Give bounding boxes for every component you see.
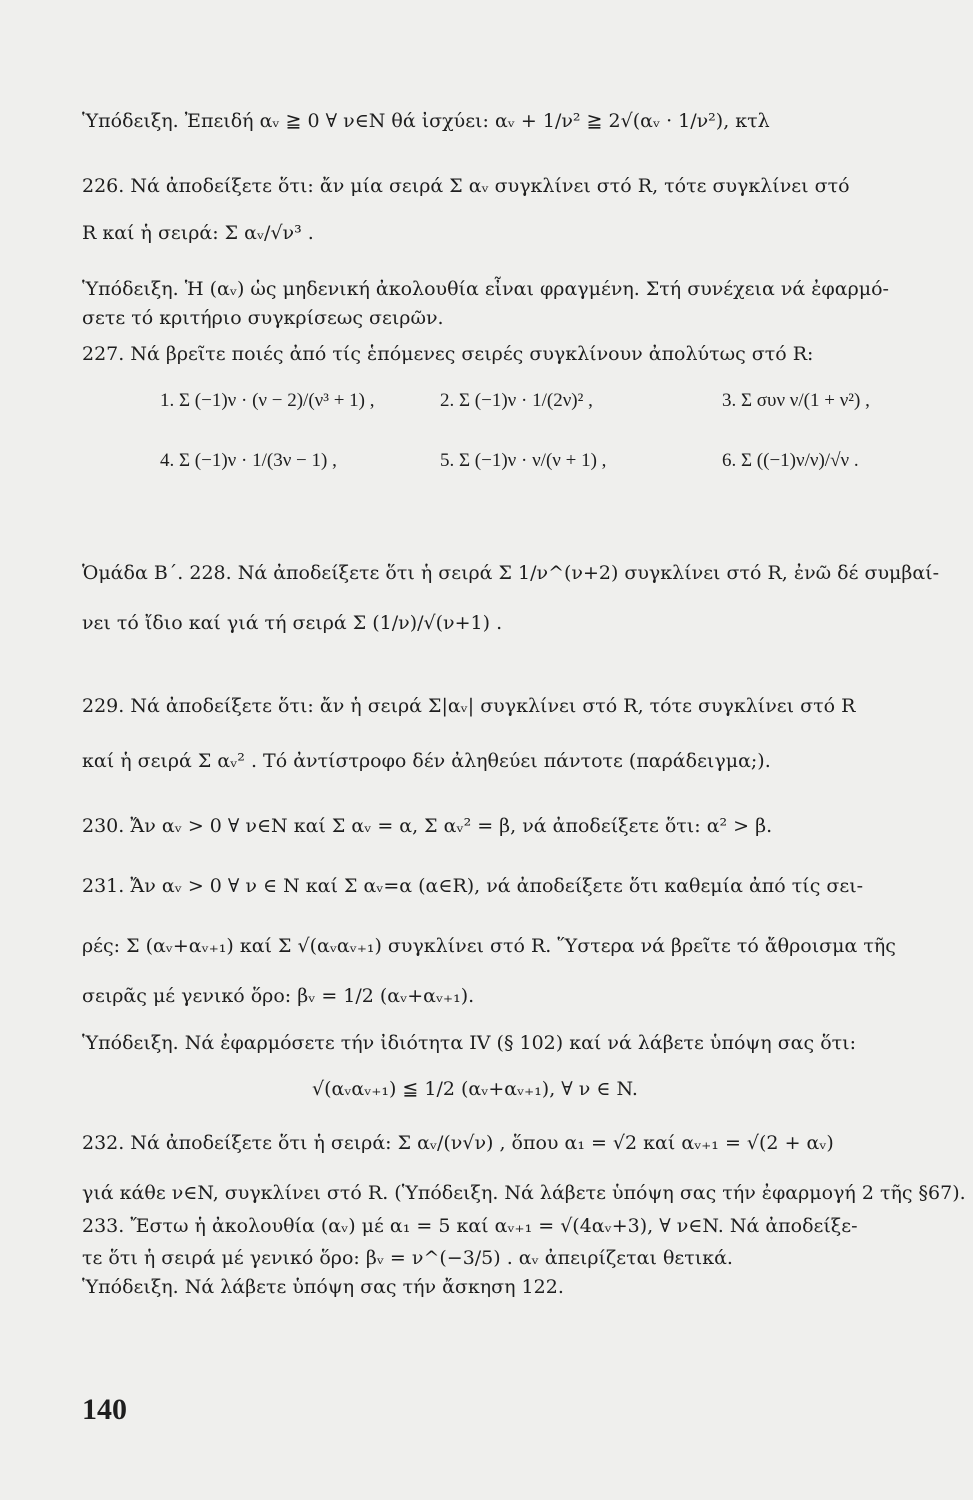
exercise-230: 230. Ἄν αᵥ > 0 ∀ ν∈N καί Σ αᵥ = α, Σ αᵥ² = β, νά ἀποδείξετε ὅτι: α² > β. (82, 815, 773, 837)
series-5: 5. Σ (−1)ν · ν/(ν + 1) , (440, 450, 607, 471)
hint-225: Ὑπόδειξη. Ἐπειδή αᵥ ≧ 0 ∀ ν∈N θά ἰσχύει: αᵥ + 1/ν² ≧ 2√(αᵥ · 1/ν²), κτλ (82, 110, 770, 132)
exercise-232: 232. Νά ἀποδείξετε ὅτι ἡ σειρά: Σ αᵥ/(ν√ν) , ὅπου α₁ = √2 καί αᵥ₊₁ = √(2 + αᵥ) (82, 1132, 834, 1154)
series-1: 1. Σ (−1)ν · (ν − 2)/(ν³ + 1) , (160, 390, 375, 411)
exercise-232-cont: γιά κάθε ν∈N, συγκλίνει στό R. (Ὑπόδειξη. Νά λάβετε ὑπόψη σας τήν ἐφαρμογή 2 τῆς §67). (82, 1182, 966, 1204)
series-3: 3. Σ συν ν/(1 + ν²) , (722, 390, 870, 411)
exercise-233-cont: τε ὅτι ἡ σειρά μέ γενικό ὅρο: βᵥ = ν^(−3/5) . αᵥ ἀπειρίζεται θετικά. (82, 1247, 733, 1269)
hint-231-inequality: √(αᵥαᵥ₊₁) ≦ 1/2 (αᵥ+αᵥ₊₁), ∀ ν ∈ N. (312, 1078, 638, 1100)
series-6: 6. Σ ((−1)ν/ν)/√ν . (722, 450, 859, 471)
exercise-226: 226. Νά ἀποδείξετε ὅτι: ἄν μία σειρά Σ αᵥ συγκλίνει στό R, τότε συγκλίνει στό (82, 175, 850, 197)
exercise-231: 231. Ἄν αᵥ > 0 ∀ ν ∈ N καί Σ αᵥ=α (α∈R), νά ἀποδείξετε ὅτι καθεμία ἀπό τίς σει- (82, 875, 864, 897)
exercise-228-cont: νει τό ἴδιο καί γιά τή σειρά Σ (1/ν)/√(ν+1) . (82, 612, 503, 634)
exercise-228: Ὁμάδα Β΄. 228. Νά ἀποδείξετε ὅτι ἡ σειρά Σ 1/ν^(ν+2) συγκλίνει στό R, ἐνῶ δέ συμβαί- (82, 562, 940, 584)
exercise-229-cont: καί ἡ σειρά Σ αᵥ² . Τό ἀντίστροφο δέν ἀληθεύει πάντοτε (παράδειγμα;). (82, 750, 771, 772)
hint-226-cont: σετε τό κριτήριο συγκρίσεως σειρῶν. (82, 307, 444, 329)
hint-231: Ὑπόδειξη. Νά ἐφαρμόσετε τήν ἰδιότητα IV (§ 102) καί νά λάβετε ὑπόψη σας ὅτι: (82, 1032, 856, 1054)
hint-233: Ὑπόδειξη. Νά λάβετε ὑπόψη σας τήν ἄσκηση 122. (82, 1276, 564, 1298)
series-4: 4. Σ (−1)ν · 1/(3ν − 1) , (160, 450, 337, 471)
exercise-231-cont: ρές: Σ (αᵥ+αᵥ₊₁) καί Σ √(αᵥαᵥ₊₁) συγκλίνει στό R. Ὕστερα νά βρεῖτε τό ἄθροισμα τῆς (82, 935, 896, 957)
exercise-229: 229. Νά ἀποδείξετε ὅτι: ἄν ἡ σειρά Σ|αᵥ| συγκλίνει στό R, τότε συγκλίνει στό R (82, 695, 856, 717)
page-number: 140 (82, 1393, 127, 1426)
exercise-233: 233. Ἔστω ἡ ἀκολουθία (αᵥ) μέ α₁ = 5 καί αᵥ₊₁ = √(4αᵥ+3), ∀ ν∈N. Νά ἀποδείξε- (82, 1215, 858, 1237)
exercise-231-cont2: σειρᾶς μέ γενικό ὅρο: βᵥ = 1/2 (αᵥ+αᵥ₊₁). (82, 985, 475, 1007)
exercise-227: 227. Νά βρεῖτε ποιές ἀπό τίς ἑπόμενες σειρές συγκλίνουν ἀπολύτως στό R: (82, 343, 814, 365)
hint-226: Ὑπόδειξη. Ἡ (αᵥ) ὡς μηδενική ἀκολουθία εἶναι φραγμένη. Στή συνέχεια νά ἐφαρμό- (82, 278, 889, 300)
exercise-226-cont: R καί ἡ σειρά: Σ αᵥ/√ν³ . (82, 222, 314, 244)
series-2: 2. Σ (−1)ν · 1/(2ν)² , (440, 390, 593, 411)
